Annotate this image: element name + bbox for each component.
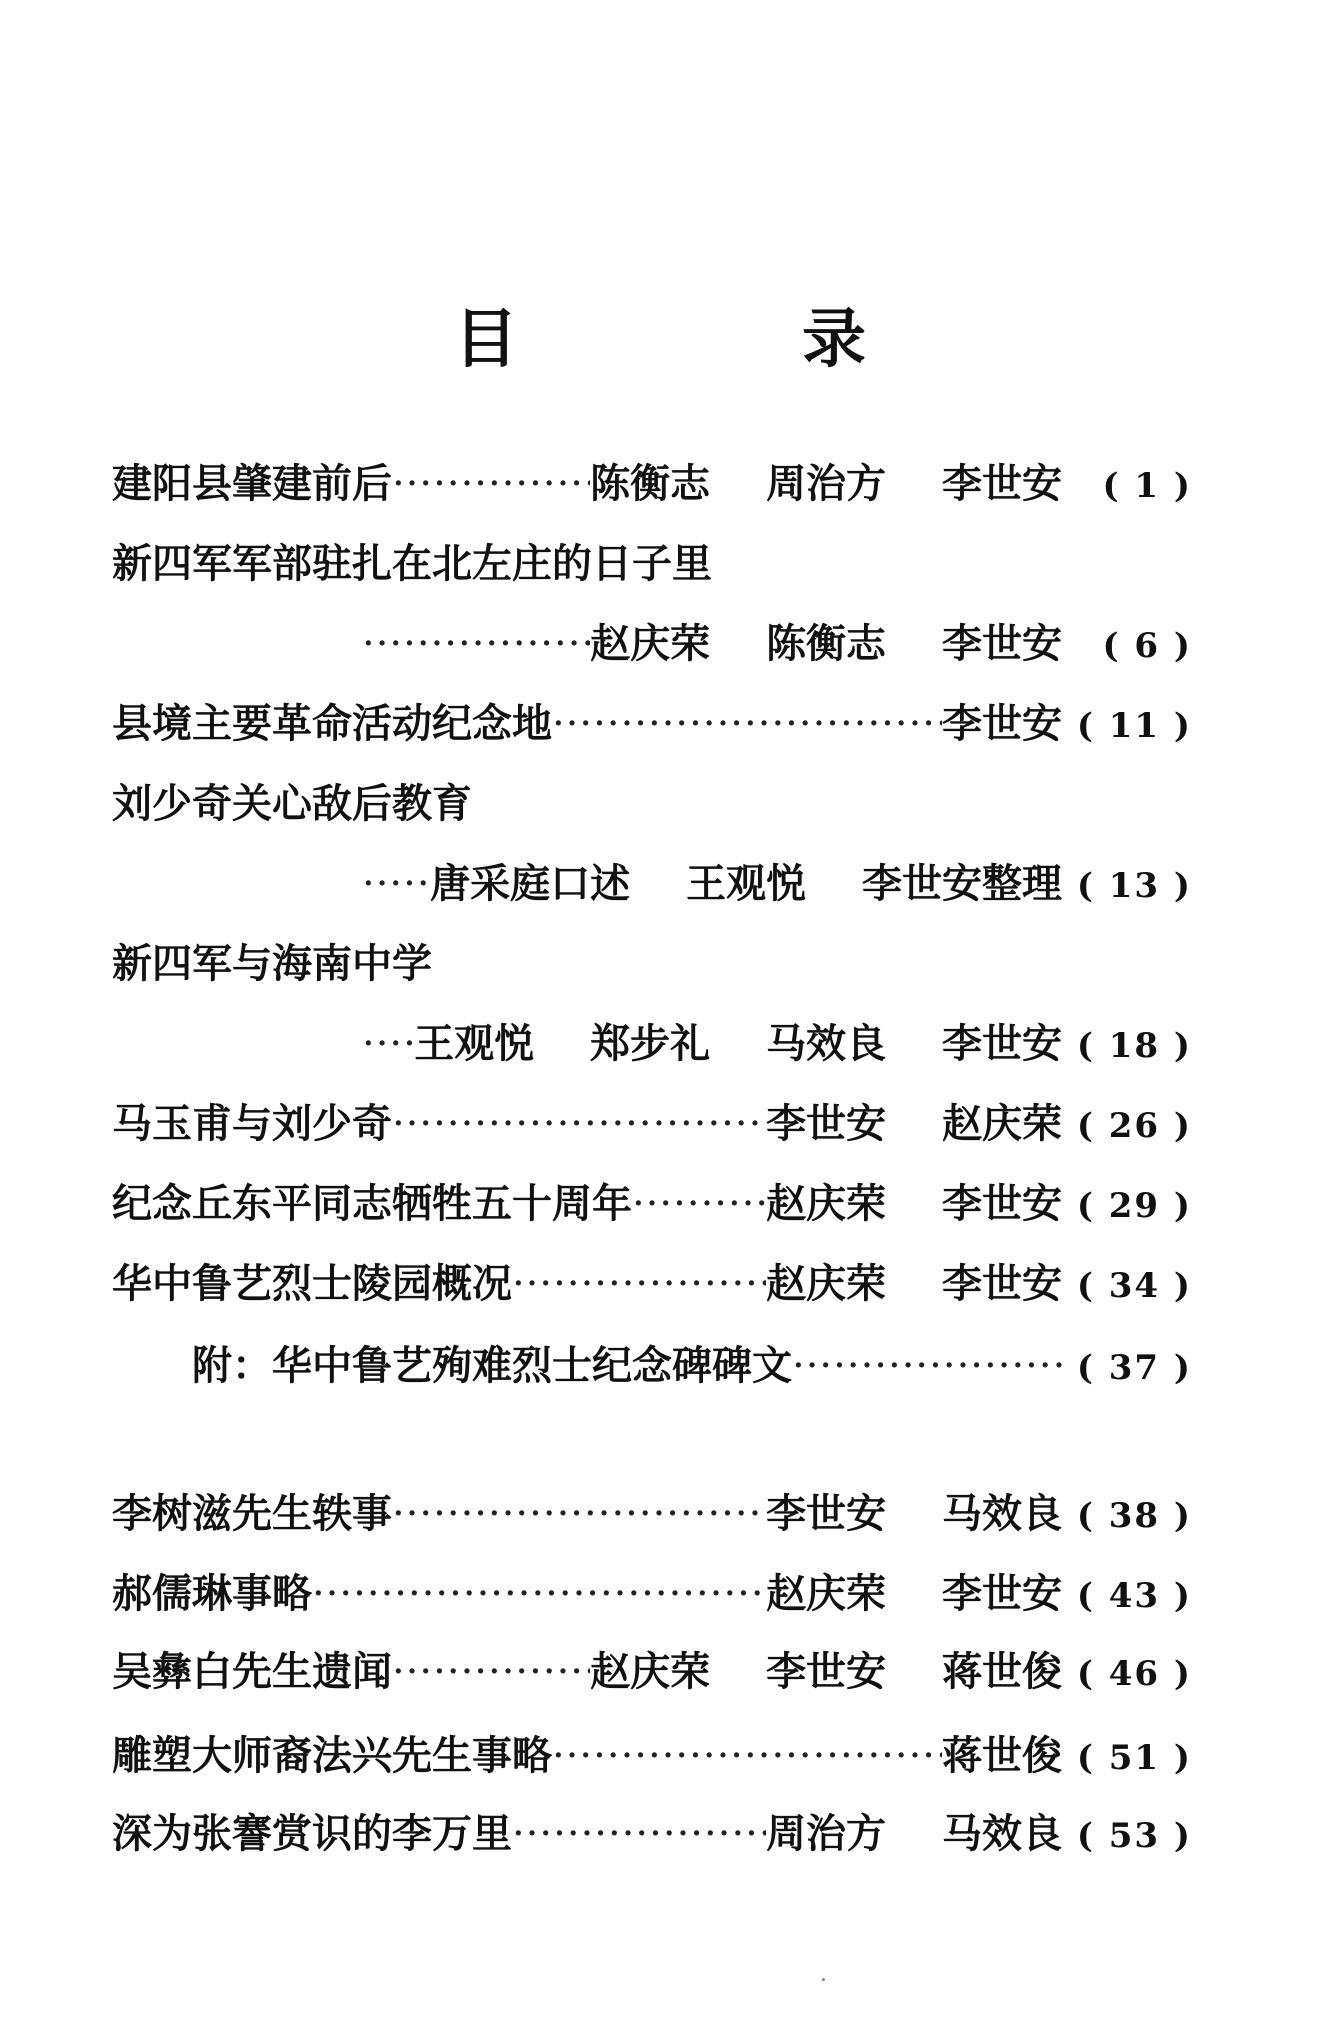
toc-author: 李世安	[942, 1020, 1062, 1067]
print-speck	[822, 1978, 825, 1981]
toc-author: 李世安	[766, 1490, 887, 1537]
toc-leader	[392, 1486, 766, 1542]
toc-leader	[392, 1644, 590, 1700]
toc-appendix-entry[interactable]	[192, 1338, 1192, 1394]
toc-entry-title: 华中鲁艺烈士陵园概况	[112, 1260, 512, 1307]
toc-entry-page: ( 51 )	[1076, 1738, 1192, 1778]
toc-author: 赵庆荣	[766, 1260, 887, 1307]
toc-entry[interactable]	[112, 696, 1192, 752]
toc-entry-page: ( 29 )	[1076, 1186, 1192, 1226]
toc-entry[interactable]	[112, 1806, 1192, 1862]
toc-entry-title: 吴彝白先生遗闻	[112, 1648, 392, 1695]
toc-entry-title: 李树滋先生轶事	[112, 1490, 392, 1537]
toc-entry-page: ( 18 )	[1076, 1026, 1192, 1066]
toc-entry-authors	[430, 856, 1062, 912]
toc-entry[interactable]	[112, 1096, 1192, 1152]
toc-entry-page: ( 43 )	[1076, 1576, 1192, 1616]
toc-entry-page: ( 26 )	[1076, 1106, 1192, 1146]
toc-entry-authors	[590, 456, 1062, 512]
toc-entry-authors	[590, 616, 1062, 672]
toc-author: 马效良	[942, 1490, 1062, 1537]
toc-entry-authors	[766, 1566, 1062, 1622]
toc-entry-continuation[interactable]	[362, 616, 1192, 672]
toc-entry-title: 县境主要革命活动纪念地	[112, 700, 552, 747]
toc-entry[interactable]	[112, 1176, 1192, 1232]
toc-leader	[392, 456, 590, 512]
toc-author: 蒋世俊	[942, 1648, 1062, 1695]
toc-entry[interactable]	[112, 776, 1192, 832]
toc-author: 李世安	[942, 1260, 1062, 1307]
toc-entry-authors	[942, 1728, 1062, 1784]
toc-entry-page: ( 34 )	[1076, 1266, 1192, 1306]
toc-leader	[362, 856, 430, 912]
toc-entry-title: 郝儒琳事略	[112, 1570, 312, 1617]
toc-author: 李世安整理	[862, 860, 1062, 907]
toc-author: 赵庆荣	[590, 1648, 711, 1695]
toc-author: 马效良	[942, 1810, 1062, 1857]
toc-entry-continuation[interactable]	[362, 856, 1192, 912]
toc-entry-page: ( 37 )	[1076, 1348, 1192, 1388]
toc-author: 赵庆荣	[766, 1570, 887, 1617]
toc-leader	[362, 1016, 414, 1072]
toc-author: 李世安	[942, 620, 1062, 667]
toc-entry-authors	[766, 1176, 1062, 1232]
toc-entry-title: 附：华中鲁艺殉难烈士纪念碑碑文	[192, 1342, 792, 1389]
toc-author: 赵庆荣	[590, 620, 711, 667]
toc-author: 李世安	[942, 700, 1062, 747]
toc-entry-title: 纪念丘东平同志牺牲五十周年	[112, 1180, 632, 1227]
toc-author: 王观悦	[414, 1020, 535, 1067]
toc-leader	[552, 1728, 942, 1784]
toc-author: 李世安	[942, 460, 1062, 507]
toc-entry-page: ( 13 )	[1076, 866, 1192, 906]
toc-entry-title: 新四军军部驻扎在北左庄的日子里	[112, 540, 712, 587]
toc-entry-title: 新四军与海南中学	[112, 940, 432, 987]
page-title: 目 录	[454, 302, 976, 377]
toc-leader	[792, 1338, 1062, 1394]
toc-entry-title: 建阳县肇建前后	[112, 460, 392, 507]
toc-leader	[632, 1176, 766, 1232]
toc-entry-authors	[942, 696, 1062, 752]
toc-entry[interactable]	[112, 536, 1192, 592]
toc-author: 李世安	[766, 1648, 887, 1695]
toc-author: 蒋世俊	[942, 1732, 1062, 1779]
toc-author: 李世安	[766, 1100, 887, 1147]
toc-author: 周治方	[766, 1810, 887, 1857]
toc-entry-authors	[766, 1806, 1062, 1862]
toc-entry-page: ( 53 )	[1076, 1816, 1192, 1856]
toc-entry-page: ( 46 )	[1076, 1654, 1192, 1694]
toc-author: 王观悦	[686, 860, 807, 907]
toc-entry-page: ( 6 )	[1102, 626, 1192, 666]
toc-entry-authors	[766, 1096, 1062, 1152]
toc-entry-page: ( 1 )	[1102, 466, 1192, 506]
toc-entry-authors	[766, 1256, 1062, 1312]
toc-leader	[512, 1256, 766, 1312]
toc-leader	[552, 696, 942, 752]
toc-entry-continuation[interactable]	[362, 1016, 1192, 1072]
toc-entry-authors	[766, 1486, 1062, 1542]
toc-entry[interactable]	[112, 1644, 1192, 1700]
toc-author: 陈衡志	[766, 620, 887, 667]
toc-author: 周治方	[766, 460, 887, 507]
toc-author: 李世安	[942, 1180, 1062, 1227]
toc-entry[interactable]	[112, 1486, 1192, 1542]
toc-entry[interactable]	[112, 936, 1192, 992]
toc-entry-title: 刘少奇关心敌后教育	[112, 780, 472, 827]
toc-entry[interactable]	[112, 456, 1192, 512]
toc-author: 赵庆荣	[942, 1100, 1062, 1147]
toc-entry[interactable]	[112, 1728, 1192, 1784]
toc-leader	[312, 1566, 766, 1622]
toc-entry-title: 深为张謇赏识的李万里	[112, 1810, 512, 1857]
toc-entry-title: 雕塑大师裔法兴先生事略	[112, 1732, 552, 1779]
toc-entry-page: ( 38 )	[1076, 1496, 1192, 1536]
toc-leader	[512, 1806, 766, 1862]
toc-entry[interactable]	[112, 1566, 1192, 1622]
toc-author: 唐采庭口述	[430, 860, 631, 907]
toc-entry-page: ( 11 )	[1076, 706, 1192, 746]
toc-leader	[362, 616, 590, 672]
toc-author: 李世安	[942, 1570, 1062, 1617]
toc-entry[interactable]	[112, 1256, 1192, 1312]
toc-author: 赵庆荣	[766, 1180, 887, 1227]
toc-author: 郑步礼	[590, 1020, 711, 1067]
toc-leader	[392, 1096, 766, 1152]
toc-entry-authors	[414, 1016, 1062, 1072]
toc-entry-title: 马玉甫与刘少奇	[112, 1100, 392, 1147]
toc-author: 马效良	[766, 1020, 887, 1067]
toc-author: 陈衡志	[590, 460, 711, 507]
toc-entry-authors	[590, 1644, 1062, 1700]
